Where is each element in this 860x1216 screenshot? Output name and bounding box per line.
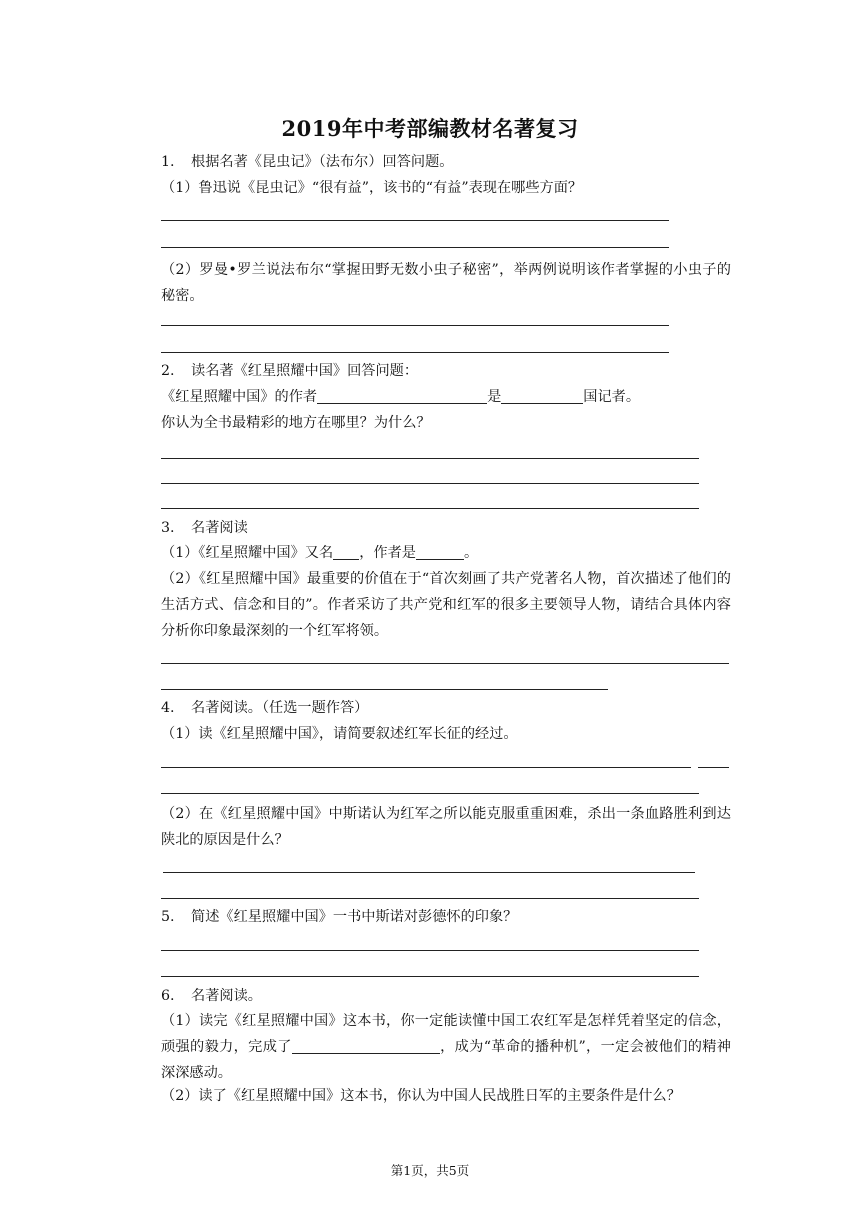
fill-text: 。 [463,545,479,561]
question-1 [161,152,453,172]
answer-line[interactable] [163,872,695,873]
question-number: 6. [161,988,175,1004]
answer-line[interactable] [698,767,729,768]
question-number: 1. [161,154,175,170]
fill-text: 《红星照耀中国》的作者 [161,389,318,405]
q1-sub2: （2）罗曼•罗兰说法布尔“掌握田野无数小虫子秘密”，举两例说明该作者掌握的小虫子的秘密。 [161,262,731,304]
answer-line[interactable] [161,325,669,326]
fill-blank-author[interactable] [317,389,487,404]
fill-text: ，成为“革命的播种机”，一定会被他们的精神深深感动。 [161,1039,731,1081]
fill-blank-country[interactable] [501,389,583,404]
question-6 [161,986,262,1006]
q1-sub1: （1）鲁迅说《昆虫记》“很有益”，该书的“有益”表现在哪些方面？ [161,180,583,196]
answer-line[interactable] [161,352,669,353]
fill-blank-alias[interactable] [333,545,359,560]
question-stem: 名著阅读 [191,520,248,536]
question-number: 2. [161,363,175,379]
question-4 [161,698,368,718]
answer-line[interactable] [161,458,699,459]
question-stem: 读名著《红星照耀中国》回答问题： [191,363,419,379]
answer-line[interactable] [161,508,699,509]
q6-sub2: （2）读了《红星照耀中国》这本书，你认为中国人民战胜日军的主要条件是什么？ [161,1088,681,1104]
fill-blank-achievement[interactable] [292,1039,440,1054]
question-stem: 名著阅读。 [191,988,262,1004]
question-5 [161,907,517,927]
question-stem: 名著阅读。（任选一题作答） [191,700,369,716]
answer-line[interactable] [161,767,691,768]
question-3 [161,518,248,538]
question-number: 3. [161,520,175,536]
q4-sub2: （2）在《红星照耀中国》中斯诺认为红军之所以能克服重重困难，杀出一条血路胜利到达陕北的原因是什么？ [161,806,731,848]
q4-sub1: （1）读《红星照耀中国》，请简要叙述红军长征的经过。 [161,726,518,742]
q2-ask: 你认为全书最精彩的地方在哪里？为什么？ [161,415,431,431]
answer-line[interactable] [161,220,669,221]
question-2 [161,361,418,381]
q3-sub1 [161,543,478,563]
q6-sub1 [161,1008,731,1086]
fill-text: 是 [487,389,502,405]
question-stem: 根据名著《昆虫记》（法布尔）回答问题。 [191,154,454,170]
fill-text: （1）读完《红星照耀中国》这本书，你一定能读懂中国工农红军是怎样凭着坚定的信念，顽强的毅力，完成了 [161,1013,731,1055]
answer-line[interactable] [161,976,699,977]
fill-text: ，作者是 [359,545,416,561]
q3-sub2: （2）《红星照耀中国》最重要的价值在于“首次刻画了共产党著名人物，首次描述了他们的生活方式、信念和目的”。作者采访了共产党和红军的很多主要领导人物，请结合具体内容分析你印象最深刻的一个红军将领。 [161,571,731,639]
answer-line[interactable] [161,950,699,951]
page-footer: 第1页，共5页 [390,1163,470,1178]
page-title: 2019年中考部编教材名著复习 [281,116,579,141]
answer-line[interactable] [161,483,699,484]
question-number: 5. [161,909,175,925]
answer-line[interactable] [161,689,608,690]
fill-text: 国记者。 [583,389,641,405]
fill-blank-author[interactable] [416,545,464,560]
fill-text: （1）《红星照耀中国》又名 [161,545,334,561]
answer-line[interactable] [161,898,699,899]
answer-line[interactable] [161,247,669,248]
q2-fill-line [161,387,640,407]
answer-line[interactable] [161,793,699,794]
question-stem: 简述《红星照耀中国》一书中斯诺对彭德怀的印象？ [191,909,518,925]
question-number: 4. [161,700,175,716]
answer-line[interactable] [161,663,729,664]
